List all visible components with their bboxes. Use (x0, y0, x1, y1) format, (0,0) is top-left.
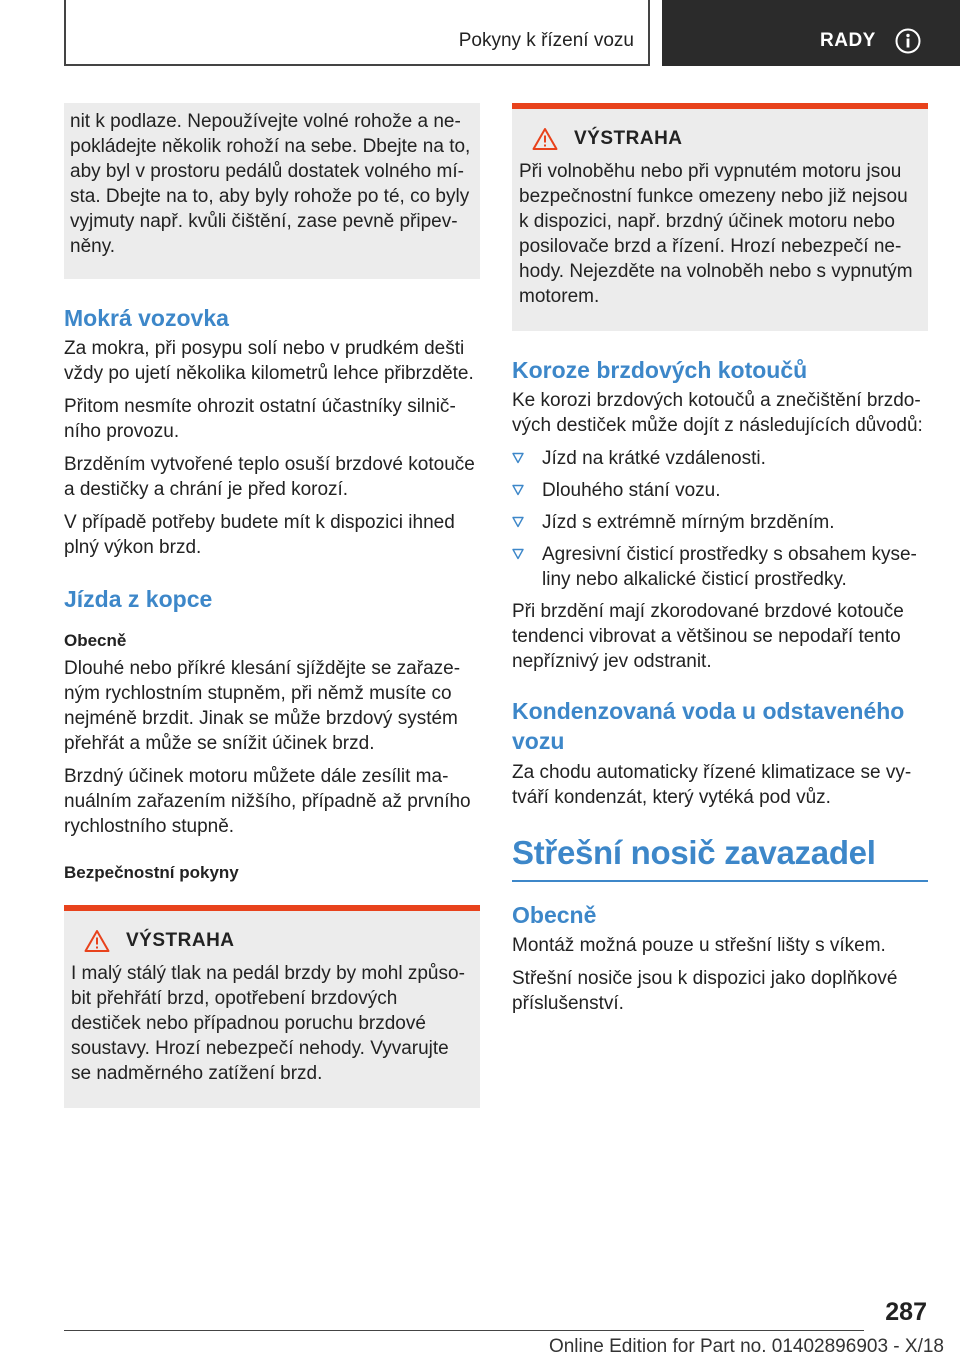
warning-title: VÝSTRAHA (126, 930, 235, 951)
chapter-label: RADY (820, 30, 876, 51)
roof-paragraph: Montáž možná pouze u střešní lišty s víkem. (512, 935, 886, 956)
list-item: Jízd s extrémně mírným brzděním. (512, 510, 928, 535)
wet-road-paragraph: Přitom nesmíte ohrozit ostatní účastníky silničního provozu. (64, 396, 456, 442)
corrosion-outro: Při brzdění mají zkorodované brzdové kotouče tendenci vibrovat a většinou se nepodaří tento nepříznivý jev odstranit. (512, 601, 904, 672)
continued-note-text: nit k podlaze. Nepoužívejte volné rohože a nepokládejte několik rohoží na sebe. Dbejte na to, aby byl v prostoru pedálů dostatek volného místa. Dbejte na to, aby byly rohože po té, co byly vyjmuty např. kvůli čištění, zase pevně připevněny. (70, 111, 471, 257)
roof-rack-heading: Střešní nosič zavazadel (512, 834, 876, 871)
edition-text: Online Edition for Part no. 01402896903 - X/18 (548, 1336, 944, 1357)
wet-road-heading: Mokrá vozovka (64, 305, 229, 331)
condensate-heading: Kondenzovaná voda u odstaveného vozu (512, 698, 905, 754)
warning-text: Při volnoběhu nebo při vypnutém motoru jsou bezpečnostní funkce omezeny nebo již nejsou k dispozici, např. brzdný účinek motoru nebo posilovače brzd a řízení. Hrozí nebezpečí nehody. Nejezděte na volnoběh nebo s vypnutým motorem. (519, 161, 913, 307)
list-item: Jízd na krátké vzdálenosti. (512, 446, 928, 471)
corrosion-list (512, 446, 928, 592)
warning-box (64, 905, 480, 1108)
info-icon (895, 28, 921, 54)
safety-subheading: Bezpečnostní pokyny (64, 863, 239, 882)
list-item: Dlouhého stání vozu. (512, 478, 928, 503)
warning-triangle-icon (84, 929, 110, 953)
warning-box (512, 103, 928, 331)
wet-road-paragraph: Brzděním vytvořené teplo osuší brzdové kotouče a destičky a chrání je před korozí. (64, 454, 475, 500)
chapter-tab (662, 0, 960, 66)
left-column (64, 103, 480, 1108)
triangle-bullet-icon (512, 516, 524, 528)
roof-paragraph: Střešní nosiče jsou k dispozici jako doplňkové příslušenství. (512, 968, 898, 1014)
general-subheading: Obecně (64, 631, 127, 650)
roof-general-heading: Obecně (512, 902, 597, 928)
triangle-bullet-icon (512, 484, 524, 496)
list-item: Agresivní čisticí prostředky s obsahem kyseliny nebo alkalické čisticí prostředky. (512, 542, 928, 592)
page-number: 287 (885, 1298, 927, 1326)
roof-rack-section-header (512, 832, 928, 882)
corrosion-heading: Koroze brzdových kotoučů (512, 357, 808, 383)
section-title: Pokyny k řízení vozu (458, 30, 634, 51)
warning-triangle-icon (532, 127, 558, 151)
warning-title: VÝSTRAHA (574, 128, 683, 149)
continued-note-box (64, 103, 480, 279)
triangle-bullet-icon (512, 548, 524, 560)
wet-road-paragraph: V případě potřeby budete mít k dispozici ihned plný výkon brzd. (64, 512, 455, 558)
warning-text: I malý stálý tlak na pedál brzdy by mohl způsobit přehřátí brzd, opotřebení brzdových destiček nebo případnou poruchu brzdové soustavy. Hrozí nebezpečí nehody. Vyvarujte se nadměrného zatížení brzd. (71, 963, 465, 1084)
corrosion-intro: Ke korozi brzdových kotoučů a znečištění brzdových destiček může dojít z následujících důvodů: (512, 390, 923, 436)
downhill-paragraph: Dlouhé nebo příkré klesání sjíždějte se zařazeným rychlostním stupněm, při němž musíte co nejméně brzdit. Jinak se může brzdový systém přehřát a může se snížit účinek brzd. (64, 658, 461, 754)
page-header (0, 0, 960, 66)
downhill-heading: Jízda z kopce (64, 586, 213, 612)
footer-divider (64, 1330, 864, 1331)
triangle-bullet-icon (512, 452, 524, 464)
downhill-paragraph: Brzdný účinek motoru můžete dále zesílit manuálním zařazením nižšího, případně až prvního rychlostního stupně. (64, 766, 471, 837)
wet-road-paragraph: Za mokra, při posypu solí nebo v prudkém dešti vždy po ujetí několika kilometrů lehce přibrzděte. (64, 338, 474, 384)
condensate-text: Za chodu automaticky řízené klimatizace se vytváří kondenzát, který vytéká pod vůz. (512, 762, 912, 808)
right-column (512, 103, 928, 1016)
section-tab (64, 0, 650, 66)
